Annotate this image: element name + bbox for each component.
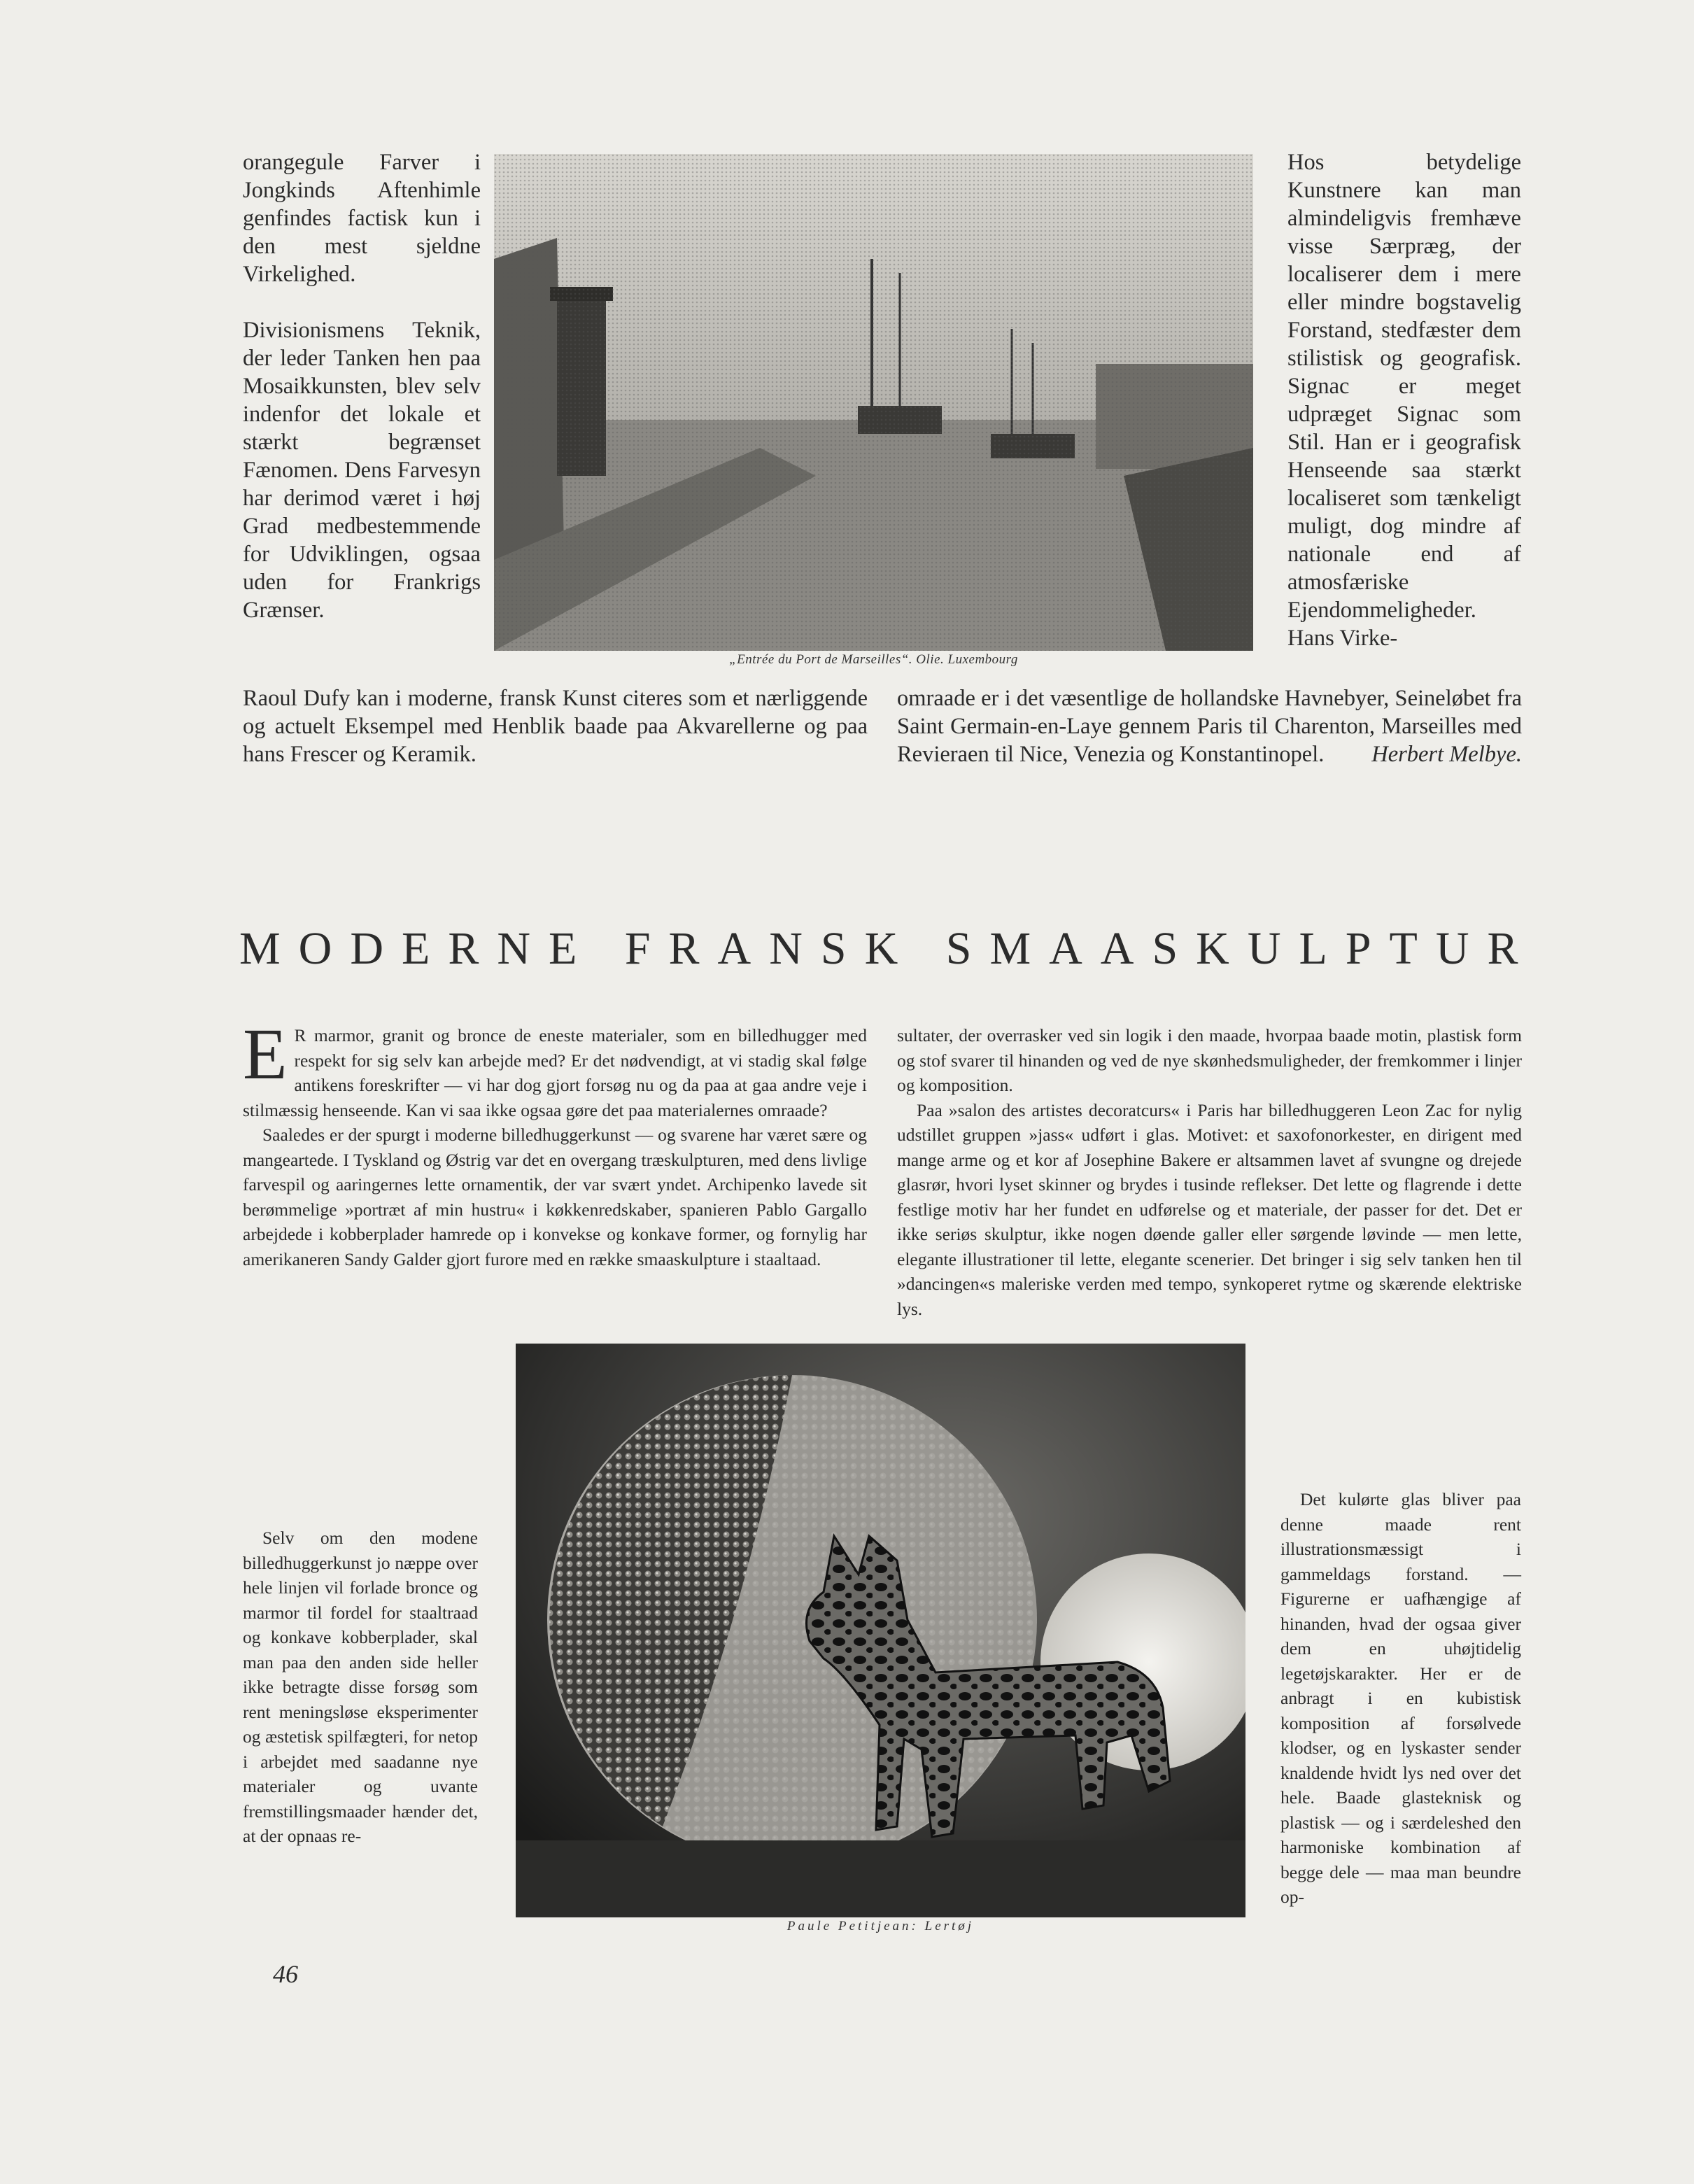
article1-right-column: Hos betydelige Kunstnere kan man almindeligvis fremhæve visse Særpræg, der localiserer dem i mere eller mindre bogstavelig Forstand, stedfæster dem stilistisk og geografisk. Signac er meget udpræget Signac som Stil. Han er i geografisk Henseende saa stærkt localiseret som tænkeligt muligt, dog mindre af nationale end af atmosfæriske Ejendommeligheder. Hans Virke- xyxy=(1287,150,1521,651)
ceramic-donkey-photo xyxy=(516,1344,1245,1917)
article2-right-column xyxy=(897,1023,1522,1321)
article2-left-narrow xyxy=(243,1526,478,1849)
article2-paragraph: Selv om den modene billedhuggerkunst jo næppe over hele linjen vil forlade bronce og marmor til fordel for staaltraad og konkave kobberplader, skal man paa den anden side heller ikke betragte disse forsøg som rent meningsløse eksperimenter og æstetisk spilfægteri, for netop i arbejdet med saadanne nye materialer og uvante fremstillingsmaader hænder det, at der opnaas re- xyxy=(243,1528,478,1846)
article2-paragraph: Paa »salon des artistes decoratcurs« i Paris har billedhuggeren Leon Zac for nylig udstillet gruppen »jass« udført i glas. Motivet: et saxofonorkester, en dirigent med mange arme og et kor af Josephine Bakere er altsammen lavet af svungne og drejede glasrør, hvori lyset skinner og brydes i tusinde reflekser. Det lette og flagrende i dette festlige motiv har her fundet en udførelse og et materiale, der passer for det. Det er ikke seriøs skulptur, ikke nogen døende galler eller sørgende løvinde — men lette, elegante illustrationer til lette, elegante scenerier. Det bringer i sig selv tanken hen til »dancingen«s maleriske verden med tempo, synkoperet rytme og skærende elektriske lys. xyxy=(897,1099,1522,1319)
painting-caption: „Entrée du Port de Marseilles“. Olie. Luxembourg xyxy=(729,652,1018,667)
page-number: 46 xyxy=(273,1960,298,1988)
article2-paragraph: sultater, der overrasker ved sin logik i den maade, hvorpaa baade motin, plastisk form og stof svarer til hinanden og ved de nye skønhedsmuligheder, der fremkommer i linjer og komposition. xyxy=(897,1025,1522,1095)
marseilles-painting-image xyxy=(494,154,1253,651)
ceramic-photo-caption: Paule Petitjean: Lertøj xyxy=(786,1919,975,1933)
article2-right-narrow xyxy=(1280,1487,1521,1910)
article1-left-column xyxy=(243,148,481,624)
article2-paragraph: Saaledes er der spurgt i moderne billedhuggerkunst — og svarene har været sære og mangeartede. I Tyskland og Østrig var det en overgang træskulpturen, med dens livlige farvespil og aaringernes lette ornamentik, der var svært yndet. Archipenko lavede sit berømmelige »portræt af min hustru« i køkkenredskaber, spanieren Pablo Gargallo arbejdede i kobberplader hamrede op i konvekse og konkave former, og fornylig har amerikaneren Sandy Galder gjort furore med en række smaaskulpture i staaltaad. xyxy=(243,1125,867,1269)
article1-paragraph: Divisionismens Teknik, der leder Tanken hen paa Mosaikkunsten, blev selv indenfor det lokale et stærkt begrænset Fænomen. Dens Farvesyn har derimod været i høj Grad medbestemmende for Udviklingen, ogsaa uden for Frankrigs Grænser. xyxy=(243,318,481,623)
article1-bottom-right xyxy=(897,684,1522,768)
article2-left-column xyxy=(243,1014,867,1271)
article1-paragraph: Raoul Dufy kan i moderne, fransk Kunst citeres som et nærliggende og actuelt Eksempel med Henblik baade paa Akvarellerne og paa hans Frescer og Keramik. xyxy=(243,686,868,767)
article1-paragraph: omraade er i det væsentlige de hollandske Havnebyer, Seineløbet fra Saint Germain-en-Laye gennem Paris til Charenton, Marseilles med Revieraen til Nice, Venezia og Konstantinopel. xyxy=(897,686,1522,767)
article1-paragraph: orangegule Farver i Jongkinds Aftenhimle genfindes factisk kun i den mest sjeldne Virkelighed. xyxy=(243,150,481,287)
author-signature: Herbert Melbye. xyxy=(1371,742,1522,767)
dropcap: E xyxy=(243,1014,288,1094)
article2-headline: MODERNE FRANSK SMAASKULPTUR xyxy=(239,923,1537,974)
article2-paragraph: Det kulørte glas bliver paa denne maade rent illustrationsmæssigt i gammeldags forstand. — Figurerne er uafhængige af hinanden, hvad der ogsaa giver dem en uhøjtidelig legetøjskarakter. Her er de anbragt i en kubistisk komposition af forsølvede klodser, og en lyskaster sender knaldende hvidt lys ned over det hele. Baade glasteknisk og plastisk — og i særdeleshed den harmoniske kombination af begge dele — maa man beundre op- xyxy=(1280,1489,1521,1907)
article2-paragraph: E R marmor, granit og bronce de eneste materialer, som en billedhugger med respekt for sig selv kan arbejde med? Er det nødvendigt, at vi stadig skal følge antikens foreskrifter — vi har dog gjort forsøg nu og da paa at gaa andre veje i stilmæssig henseende. Kan vi saa ikke ogsaa gøre det paa materialernes omraade? xyxy=(243,1014,867,1120)
article1-bottom-left xyxy=(243,684,868,768)
